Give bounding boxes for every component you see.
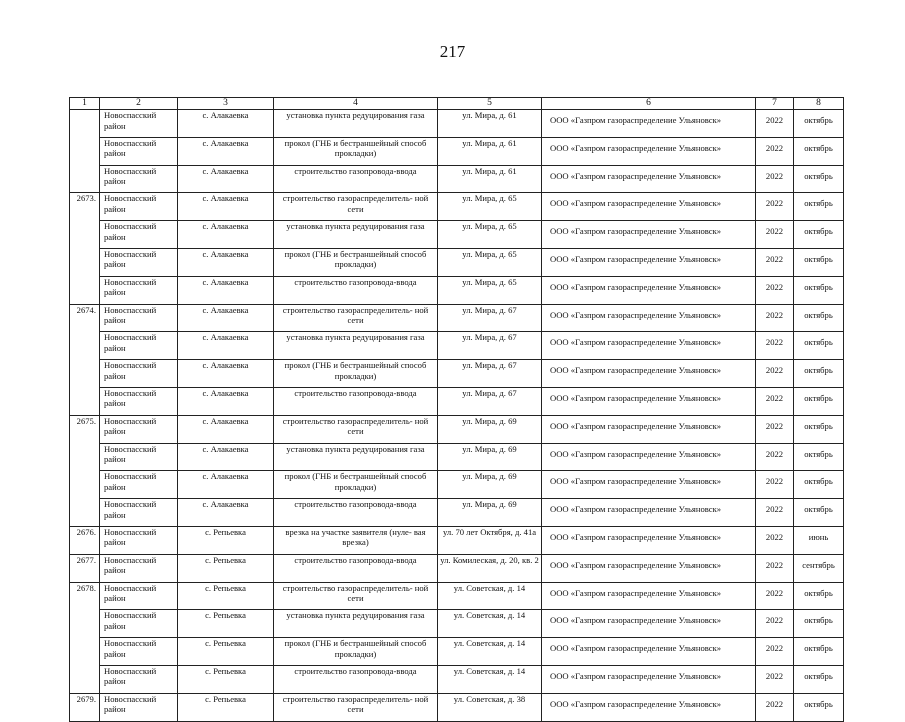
table-row <box>70 665 844 693</box>
settlement-cell: с. Алакаевка <box>178 415 274 443</box>
organization-cell: ООО «Газпром газораспределение Ульяновск» <box>542 360 756 388</box>
month-cell: октябрь <box>794 610 844 638</box>
table-row <box>70 304 844 332</box>
month-cell: октябрь <box>794 304 844 332</box>
work-type-cell: установка пункта редуцирования газа <box>274 110 438 138</box>
settlement-cell: с. Алакаевка <box>178 276 274 304</box>
settlement-cell: с. Алакаевка <box>178 499 274 527</box>
address-cell: ул. Советская, д. 14 <box>438 665 542 693</box>
settlement-cell: с. Алакаевка <box>178 360 274 388</box>
district-cell: Новоспасский район <box>100 638 178 666</box>
table-row <box>70 193 844 221</box>
table-row <box>70 554 844 582</box>
page-number: 217 <box>439 42 466 61</box>
row-number <box>70 110 100 138</box>
table-row <box>70 443 844 471</box>
year-cell: 2022 <box>756 332 794 360</box>
organization-cell: ООО «Газпром газораспределение Ульяновск» <box>542 137 756 165</box>
month-cell: октябрь <box>794 665 844 693</box>
year-cell: 2022 <box>756 193 794 221</box>
organization-cell: ООО «Газпром газораспределение Ульяновск» <box>542 693 756 721</box>
organization-cell: ООО «Газпром газораспределение Ульяновск» <box>542 193 756 221</box>
settlement-cell: с. Алакаевка <box>178 248 274 276</box>
district-cell: Новоспасский район <box>100 165 178 193</box>
month-cell: октябрь <box>794 415 844 443</box>
year-cell: 2022 <box>756 638 794 666</box>
district-cell: Новоспасский район <box>100 387 178 415</box>
work-type-cell: прокол (ГНБ и бестраншейный способ прокладки) <box>274 137 438 165</box>
year-cell: 2022 <box>756 415 794 443</box>
organization-cell: ООО «Газпром газораспределение Ульяновск» <box>542 526 756 554</box>
month-cell: октябрь <box>794 248 844 276</box>
settlement-cell: с. Алакаевка <box>178 471 274 499</box>
organization-cell: ООО «Газпром газораспределение Ульяновск» <box>542 610 756 638</box>
row-number: 2678. <box>70 582 100 610</box>
month-cell: октябрь <box>794 165 844 193</box>
row-number: 2673. <box>70 193 100 221</box>
organization-cell: ООО «Газпром газораспределение Ульяновск» <box>542 332 756 360</box>
district-cell: Новоспасский район <box>100 415 178 443</box>
work-type-cell: строительство газопровода-ввода <box>274 165 438 193</box>
row-number: 2676. <box>70 526 100 554</box>
month-cell: октябрь <box>794 387 844 415</box>
year-cell: 2022 <box>756 387 794 415</box>
row-number <box>70 137 100 165</box>
settlement-cell: с. Алакаевка <box>178 304 274 332</box>
column-header: 1 <box>70 98 100 110</box>
work-type-cell: строительство газораспределитель- ной сети <box>274 193 438 221</box>
address-cell: ул. Мира, д. 67 <box>438 360 542 388</box>
year-cell: 2022 <box>756 304 794 332</box>
work-type-cell: строительство газопровода-ввода <box>274 499 438 527</box>
district-cell: Новоспасский район <box>100 471 178 499</box>
month-cell: июнь <box>794 526 844 554</box>
organization-cell: ООО «Газпром газораспределение Ульяновск» <box>542 499 756 527</box>
organization-cell: ООО «Газпром газораспределение Ульяновск» <box>542 276 756 304</box>
work-type-cell: установка пункта редуцирования газа <box>274 221 438 249</box>
settlement-cell: с. Репьевка <box>178 638 274 666</box>
work-type-cell: прокол (ГНБ и бестраншейный способ прокладки) <box>274 360 438 388</box>
address-cell: ул. Советская, д. 14 <box>438 582 542 610</box>
settlement-cell: с. Репьевка <box>178 693 274 721</box>
settlement-cell: с. Репьевка <box>178 610 274 638</box>
district-cell: Новоспасский район <box>100 276 178 304</box>
address-cell: ул. Мира, д. 69 <box>438 471 542 499</box>
work-type-cell: установка пункта редуцирования газа <box>274 443 438 471</box>
district-cell: Новоспасский район <box>100 443 178 471</box>
address-cell: ул. Советская, д. 38 <box>438 693 542 721</box>
row-number <box>70 443 100 471</box>
table-row <box>70 165 844 193</box>
work-type-cell: прокол (ГНБ и бестраншейный способ прокладки) <box>274 248 438 276</box>
year-cell: 2022 <box>756 554 794 582</box>
year-cell: 2022 <box>756 693 794 721</box>
settlement-cell: с. Репьевка <box>178 582 274 610</box>
row-number: 2679. <box>70 693 100 721</box>
work-type-cell: установка пункта редуцирования газа <box>274 610 438 638</box>
organization-cell: ООО «Газпром газораспределение Ульяновск» <box>542 248 756 276</box>
organization-cell: ООО «Газпром газораспределение Ульяновск» <box>542 638 756 666</box>
work-type-cell: прокол (ГНБ и бестраншейный способ прокладки) <box>274 638 438 666</box>
row-number <box>70 638 100 666</box>
table-row <box>70 137 844 165</box>
settlement-cell: с. Алакаевка <box>178 110 274 138</box>
table-row <box>70 471 844 499</box>
table-row <box>70 499 844 527</box>
month-cell: сентябрь <box>794 554 844 582</box>
organization-cell: ООО «Газпром газораспределение Ульяновск» <box>542 110 756 138</box>
organization-cell: ООО «Газпром газораспределение Ульяновск» <box>542 165 756 193</box>
work-type-cell: строительство газопровода-ввода <box>274 554 438 582</box>
month-cell: октябрь <box>794 693 844 721</box>
year-cell: 2022 <box>756 137 794 165</box>
year-cell: 2022 <box>756 471 794 499</box>
settlement-cell: с. Репьевка <box>178 665 274 693</box>
organization-cell: ООО «Газпром газораспределение Ульяновск» <box>542 554 756 582</box>
row-number <box>70 276 100 304</box>
work-type-cell: прокол (ГНБ и бестраншейный способ прокладки) <box>274 471 438 499</box>
address-cell: ул. Советская, д. 14 <box>438 638 542 666</box>
row-number <box>70 332 100 360</box>
address-cell: ул. Мира, д. 69 <box>438 415 542 443</box>
settlement-cell: с. Алакаевка <box>178 387 274 415</box>
work-type-cell: установка пункта редуцирования газа <box>274 332 438 360</box>
column-header: 7 <box>756 98 794 110</box>
address-cell: ул. Мира, д. 67 <box>438 304 542 332</box>
column-header: 8 <box>794 98 844 110</box>
row-number: 2674. <box>70 304 100 332</box>
settlement-cell: с. Алакаевка <box>178 332 274 360</box>
column-header: 4 <box>274 98 438 110</box>
table-row <box>70 526 844 554</box>
row-number <box>70 221 100 249</box>
district-cell: Новоспасский район <box>100 693 178 721</box>
table-row <box>70 332 844 360</box>
settlement-cell: с. Репьевка <box>178 554 274 582</box>
district-cell: Новоспасский район <box>100 332 178 360</box>
row-number: 2677. <box>70 554 100 582</box>
district-cell: Новоспасский район <box>100 360 178 388</box>
year-cell: 2022 <box>756 610 794 638</box>
month-cell: октябрь <box>794 276 844 304</box>
district-cell: Новоспасский район <box>100 137 178 165</box>
table-row <box>70 582 844 610</box>
column-header: 2 <box>100 98 178 110</box>
row-number: 2675. <box>70 415 100 443</box>
address-cell: ул. Мира, д. 61 <box>438 165 542 193</box>
organization-cell: ООО «Газпром газораспределение Ульяновск» <box>542 471 756 499</box>
month-cell: октябрь <box>794 332 844 360</box>
month-cell: октябрь <box>794 110 844 138</box>
month-cell: октябрь <box>794 137 844 165</box>
year-cell: 2022 <box>756 443 794 471</box>
year-cell: 2022 <box>756 165 794 193</box>
row-number <box>70 248 100 276</box>
address-cell: ул. Мира, д. 65 <box>438 248 542 276</box>
table-row <box>70 610 844 638</box>
district-cell: Новоспасский район <box>100 248 178 276</box>
year-cell: 2022 <box>756 526 794 554</box>
district-cell: Новоспасский район <box>100 582 178 610</box>
month-cell: октябрь <box>794 638 844 666</box>
year-cell: 2022 <box>756 248 794 276</box>
work-type-cell: строительство газопровода-ввода <box>274 387 438 415</box>
district-cell: Новоспасский район <box>100 110 178 138</box>
column-header: 5 <box>438 98 542 110</box>
organization-cell: ООО «Газпром газораспределение Ульяновск» <box>542 221 756 249</box>
work-type-cell: строительство газораспределитель- ной сети <box>274 693 438 721</box>
address-cell: ул. Мира, д. 61 <box>438 110 542 138</box>
table-row <box>70 387 844 415</box>
address-cell: ул. Мира, д. 67 <box>438 387 542 415</box>
work-type-cell: строительство газораспределитель- ной сети <box>274 304 438 332</box>
row-number <box>70 165 100 193</box>
address-cell: ул. Советская, д. 14 <box>438 610 542 638</box>
table-row <box>70 248 844 276</box>
settlement-cell: с. Алакаевка <box>178 443 274 471</box>
address-cell: ул. Мира, д. 65 <box>438 221 542 249</box>
settlement-cell: с. Алакаевка <box>178 165 274 193</box>
year-cell: 2022 <box>756 276 794 304</box>
year-cell: 2022 <box>756 582 794 610</box>
table-row <box>70 693 844 721</box>
month-cell: октябрь <box>794 193 844 221</box>
district-cell: Новоспасский район <box>100 193 178 221</box>
organization-cell: ООО «Газпром газораспределение Ульяновск» <box>542 665 756 693</box>
address-cell: ул. Мира, д. 65 <box>438 193 542 221</box>
settlement-cell: с. Репьевка <box>178 526 274 554</box>
work-type-cell: строительство газораспределитель- ной сети <box>274 582 438 610</box>
address-cell: ул. Комилеская, д. 20, кв. 2 <box>438 554 542 582</box>
year-cell: 2022 <box>756 665 794 693</box>
address-cell: ул. 70 лет Октября, д. 41а <box>438 526 542 554</box>
work-type-cell: строительство газопровода-ввода <box>274 276 438 304</box>
district-cell: Новоспасский район <box>100 610 178 638</box>
organization-cell: ООО «Газпром газораспределение Ульяновск» <box>542 387 756 415</box>
table-row <box>70 638 844 666</box>
organization-cell: ООО «Газпром газораспределение Ульяновск» <box>542 415 756 443</box>
month-cell: октябрь <box>794 499 844 527</box>
district-cell: Новоспасский район <box>100 554 178 582</box>
table-row <box>70 221 844 249</box>
address-cell: ул. Мира, д. 69 <box>438 443 542 471</box>
settlement-cell: с. Алакаевка <box>178 137 274 165</box>
row-number <box>70 665 100 693</box>
year-cell: 2022 <box>756 221 794 249</box>
organization-cell: ООО «Газпром газораспределение Ульяновск» <box>542 304 756 332</box>
year-cell: 2022 <box>756 360 794 388</box>
district-cell: Новоспасский район <box>100 221 178 249</box>
address-cell: ул. Мира, д. 67 <box>438 332 542 360</box>
year-cell: 2022 <box>756 499 794 527</box>
month-cell: октябрь <box>794 360 844 388</box>
row-number <box>70 610 100 638</box>
header-row <box>70 98 844 110</box>
settlement-cell: с. Алакаевка <box>178 221 274 249</box>
table-row <box>70 276 844 304</box>
month-cell: октябрь <box>794 221 844 249</box>
table-row <box>70 415 844 443</box>
address-cell: ул. Мира, д. 61 <box>438 137 542 165</box>
row-number <box>70 387 100 415</box>
district-cell: Новоспасский район <box>100 665 178 693</box>
table-row <box>70 360 844 388</box>
district-cell: Новоспасский район <box>100 526 178 554</box>
organization-cell: ООО «Газпром газораспределение Ульяновск» <box>542 582 756 610</box>
table-row <box>70 110 844 138</box>
row-number <box>70 471 100 499</box>
year-cell: 2022 <box>756 110 794 138</box>
month-cell: октябрь <box>794 471 844 499</box>
organization-cell: ООО «Газпром газораспределение Ульяновск» <box>542 443 756 471</box>
works-table <box>69 97 844 722</box>
address-cell: ул. Мира, д. 69 <box>438 499 542 527</box>
row-number <box>70 499 100 527</box>
work-type-cell: строительство газораспределитель- ной сети <box>274 415 438 443</box>
month-cell: октябрь <box>794 582 844 610</box>
column-header: 6 <box>542 98 756 110</box>
month-cell: октябрь <box>794 443 844 471</box>
address-cell: ул. Мира, д. 65 <box>438 276 542 304</box>
settlement-cell: с. Алакаевка <box>178 193 274 221</box>
district-cell: Новоспасский район <box>100 499 178 527</box>
district-cell: Новоспасский район <box>100 304 178 332</box>
work-type-cell: строительство газопровода-ввода <box>274 665 438 693</box>
row-number <box>70 360 100 388</box>
work-type-cell: врезка на участке заявителя (нуле- вая врезка) <box>274 526 438 554</box>
column-header: 3 <box>178 98 274 110</box>
